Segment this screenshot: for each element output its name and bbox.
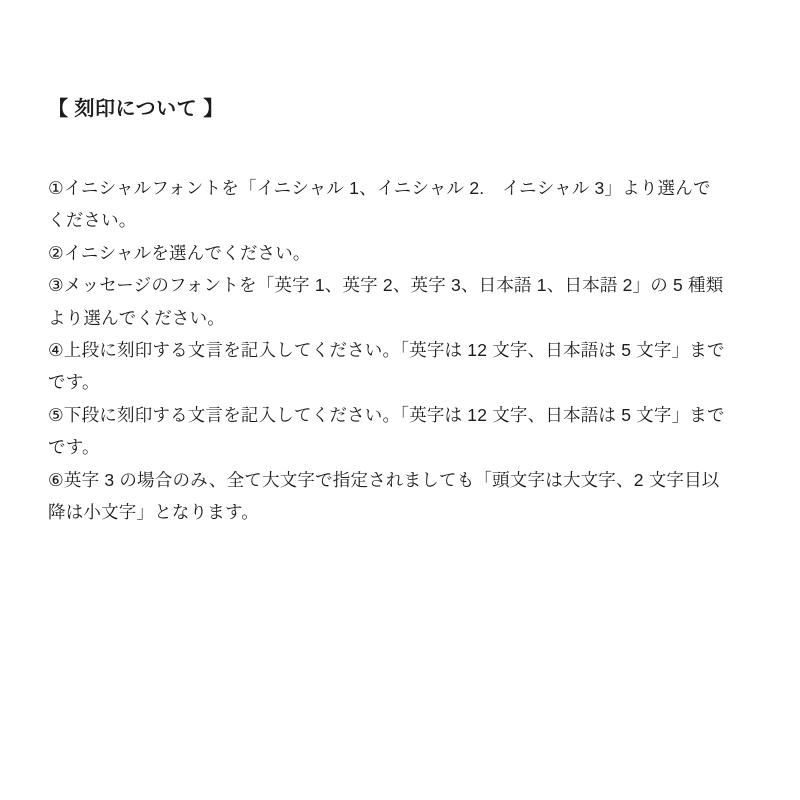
instruction-line-10: ⑥英字 3 の場合のみ、全て大文字で指定されましても「頭文字は大文字、2 文字目以 — [48, 469, 720, 490]
page-title: 【 刻印について 】 — [48, 98, 224, 120]
instruction-line-5: より選んでください。 — [48, 307, 225, 328]
instruction-line-1: ①イニシャルフォントを「イニシャル 1、イニシャル 2. イニシャル 3」より選んで — [48, 178, 711, 198]
instruction-line-3: ②イニシャルを選んでください。 — [48, 242, 311, 263]
instruction-line-2: ください。 — [48, 210, 137, 231]
instructions-block — [48, 172, 750, 528]
instruction-line-6: ④上段に刻印する文言を記入してください。「英字は 12 文字、日本語は 5 文字」まで — [48, 340, 725, 361]
instruction-line-4: ③メッセージのフォントを「英字 1、英字 2、英字 3、日本語 1、日本語 2」の 5 種類 — [48, 275, 724, 296]
instruction-line-11: 降は小文字」となります。 — [48, 502, 259, 523]
instruction-line-8: ⑤下段に刻印する文言を記入してください。「英字は 12 文字、日本語は 5 文字」まで — [48, 404, 725, 425]
instruction-line-7: です。 — [48, 372, 100, 393]
instruction-line-9: です。 — [48, 437, 100, 458]
